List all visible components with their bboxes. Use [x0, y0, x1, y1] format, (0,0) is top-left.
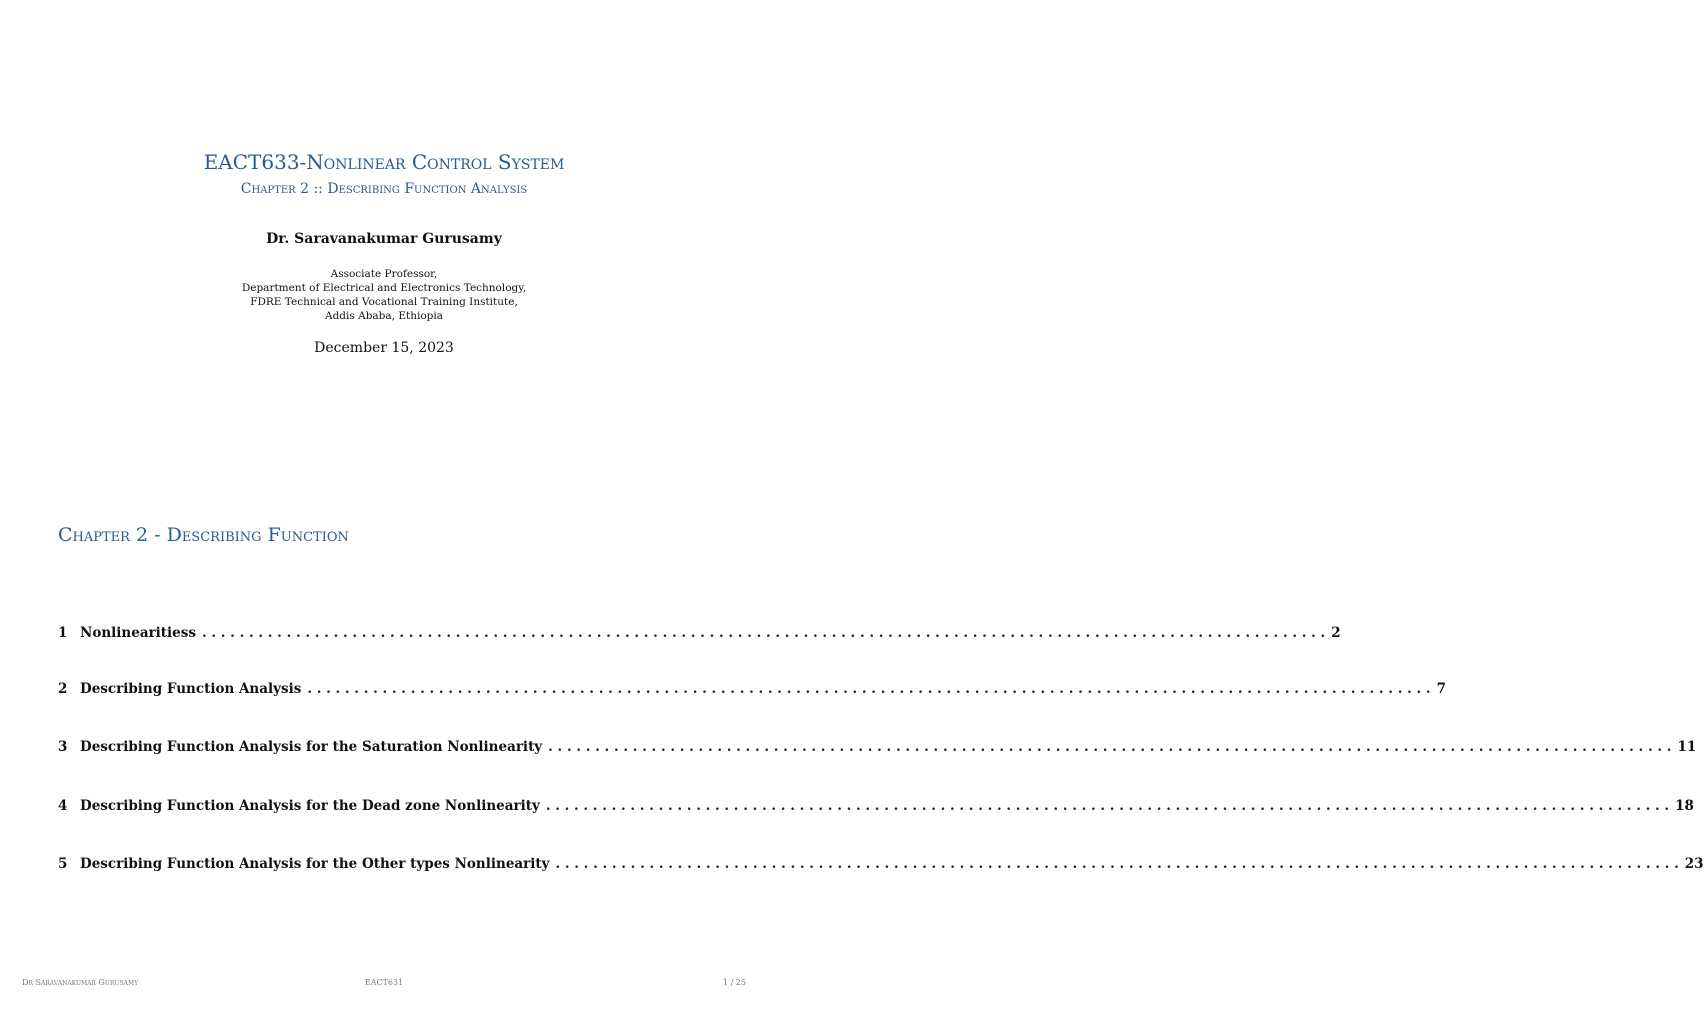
- outline-heading: Chapter 2 - Describing Function: [58, 524, 349, 546]
- toc-page-number: 23: [1684, 856, 1704, 872]
- toc-leader-dots: . . . . . . . . . . . . . . . . . . . . . . . . . . . . . . . . . . . . . . . . . . . . . . . . . . . . . . . . . . . . . . . . . . . . . . . . . . . . . . . . . . . . . . . . . . . . . . . . . . . . . . . . . . . . . . . . . . . . . . . .: [307, 681, 1431, 697]
- affiliation-line: Addis Ababa, Ethiopia: [325, 310, 443, 322]
- affiliation: [0, 267, 768, 323]
- date: December 15, 2023: [314, 340, 454, 356]
- affiliation-line: FDRE Technical and Vocational Training Institute,: [250, 296, 518, 308]
- toc-leader-dots: . . . . . . . . . . . . . . . . . . . . . . . . . . . . . . . . . . . . . . . . . . . . . . . . . . . . . . . . . . . . . . . . . . . . . . . . . . . . . . . . . . . . . . . . . . . . . . . . . . . . . . . . . . . . . . . . . . . . . . . .: [545, 798, 1670, 814]
- slide-title: EACT633-Nonlinear Control System: [203, 150, 565, 174]
- toc-page-number: 7: [1436, 681, 1447, 697]
- toc-label: Describing Function Analysis for the Saturation Nonlinearity: [80, 739, 543, 755]
- toc-entry[interactable]: [58, 856, 1704, 876]
- slide-subtitle: Chapter 2 :: Describing Function Analysis: [240, 181, 528, 197]
- toc-entry[interactable]: [58, 625, 1341, 645]
- toc-number: 3: [58, 739, 68, 755]
- toc-leader-dots: . . . . . . . . . . . . . . . . . . . . . . . . . . . . . . . . . . . . . . . . . . . . . . . . . . . . . . . . . . . . . . . . . . . . . . . . . . . . . . . . . . . . . . . . . . . . . . . . . . . . . . . . . . . . . . . . . . . . . . . .: [548, 739, 1672, 755]
- author-name: Dr. Saravanakumar Gurusamy: [266, 231, 502, 247]
- toc-leader-dots: . . . . . . . . . . . . . . . . . . . . . . . . . . . . . . . . . . . . . . . . . . . . . . . . . . . . . . . . . . . . . . . . . . . . . . . . . . . . . . . . . . . . . . . . . . . . . . . . . . . . . . . . . . . . . . . . . . . . . . . .: [201, 625, 1326, 641]
- footer-course: EACT631: [364, 978, 404, 987]
- toc-page-number: 11: [1677, 739, 1697, 755]
- toc-entry[interactable]: [58, 681, 1447, 701]
- toc-leader-dots: . . . . . . . . . . . . . . . . . . . . . . . . . . . . . . . . . . . . . . . . . . . . . . . . . . . . . . . . . . . . . . . . . . . . . . . . . . . . . . . . . . . . . . . . . . . . . . . . . . . . . . . . . . . . . . . . . . . . . . . .: [555, 856, 1679, 872]
- footer: [0, 978, 768, 992]
- affiliation-line: Department of Electrical and Electronics Technology,: [241, 282, 527, 294]
- toc-label: Describing Function Analysis for the Dead zone Nonlinearity: [80, 798, 540, 814]
- toc-number: 4: [58, 798, 68, 814]
- footer-author: Dr Saravanakumar Gurusamy: [22, 978, 139, 987]
- toc-page-number: 18: [1675, 798, 1694, 814]
- toc-number: 1: [58, 625, 68, 641]
- footer-page-number: 1 / 25: [722, 978, 746, 987]
- toc-number: 2: [58, 681, 68, 697]
- toc-entry[interactable]: [58, 798, 1694, 818]
- toc-label: Describing Function Analysis for the Other types Nonlinearity: [80, 856, 550, 872]
- toc-page-number: 2: [1331, 625, 1341, 641]
- toc-number: 5: [58, 856, 68, 872]
- toc-label: Describing Function Analysis: [80, 681, 302, 697]
- affiliation-line: Associate Professor,: [330, 268, 438, 280]
- toc-label: Nonlinearitiess: [80, 625, 196, 641]
- toc-entry[interactable]: [58, 739, 1697, 759]
- title-slide: [0, 0, 768, 512]
